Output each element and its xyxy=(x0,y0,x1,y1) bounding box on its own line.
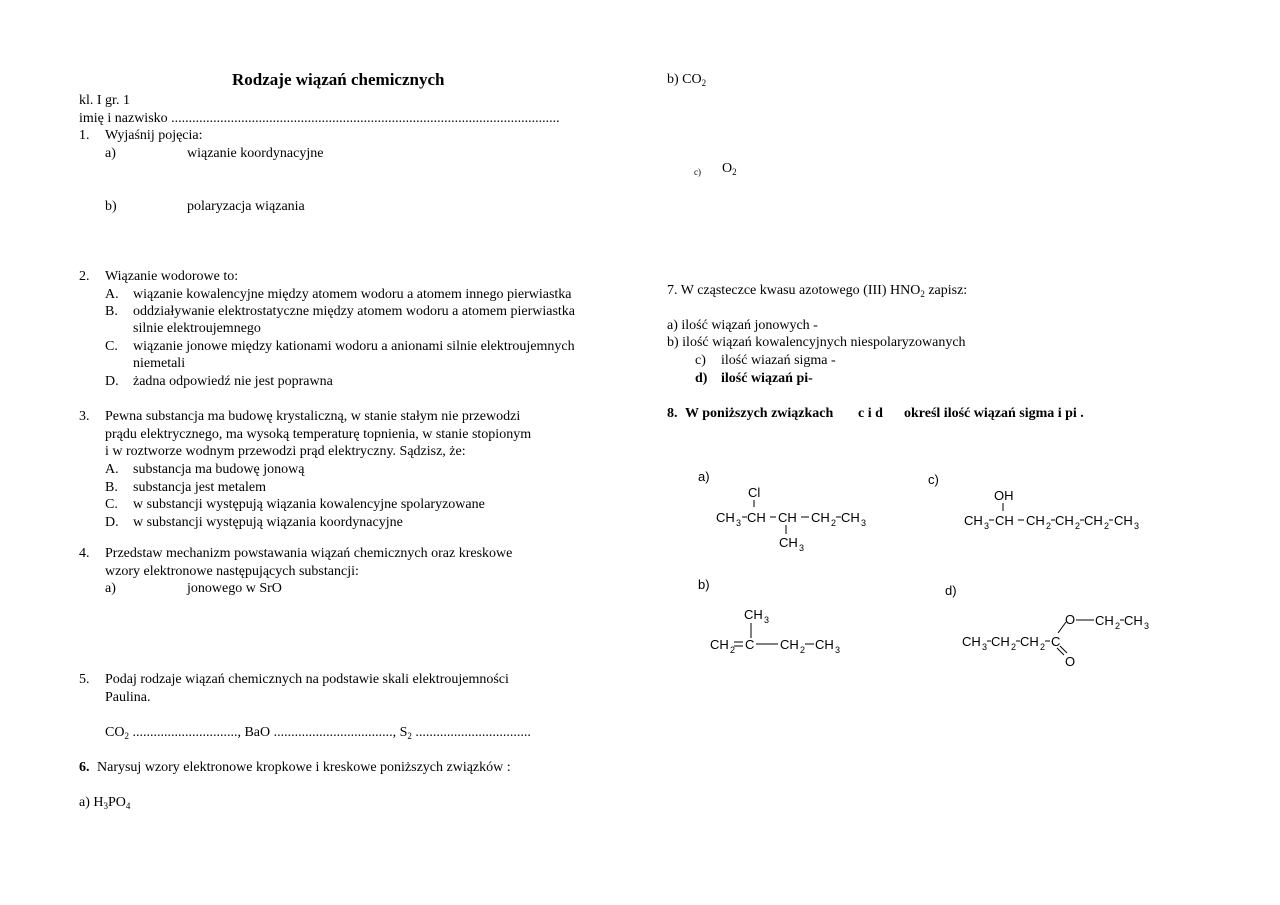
molecule-d-ch2: CH xyxy=(1020,634,1039,649)
molecule-d-sub: 3 xyxy=(982,642,988,652)
q2-option-c-label: C. xyxy=(105,339,118,354)
molecule-c-ch3: CH xyxy=(964,513,983,528)
q5-text-2: Paulina. xyxy=(105,690,151,705)
molecule-a-ch3-end: CH xyxy=(841,510,860,525)
q2-option-b-label: B. xyxy=(105,304,118,319)
molecule-c-structure xyxy=(920,468,1160,543)
molecule-d-ch3-end: CH xyxy=(1124,613,1143,628)
molecule-a-ch: CH xyxy=(778,510,797,525)
molecule-d-sub: 2 xyxy=(1011,642,1017,652)
q5-number: 5. xyxy=(79,672,90,687)
q2-option-b-text: oddziaływanie elektrostatyczne między atomem wodoru a atomem pierwiastka xyxy=(133,304,576,319)
q3-option-b-label: B. xyxy=(105,480,118,495)
molecule-a-label: a) xyxy=(698,469,710,484)
q4-text-2: wzory elektronowe następujących substancji: xyxy=(105,564,359,579)
molecule-a-sub: 3 xyxy=(861,518,867,528)
q5-text-1: Podaj rodzaje wiązań chemicznych na podstawie skali elektroujemności xyxy=(105,672,509,687)
molecule-d-ester-oxygen: O xyxy=(1065,612,1076,627)
q2-option-b-text-2: silnie elektroujemnego xyxy=(133,321,261,336)
q1-text: Wyjaśnij pojęcia: xyxy=(105,128,203,143)
q3-option-d-label: D. xyxy=(105,515,119,530)
molecule-d-ch2-ethyl: CH xyxy=(1095,613,1114,628)
q3-option-b-text: substancja jest metalem xyxy=(133,480,266,495)
molecule-a-ch: CH xyxy=(747,510,766,525)
molecule-c-ch2: CH xyxy=(1084,513,1103,528)
q7-a: a) ilość wiązań jonowych - xyxy=(667,318,818,333)
q2-text: Wiązanie wodorowe to: xyxy=(105,269,239,284)
class-line: kl. I gr. 1 xyxy=(79,93,130,108)
q1-b-label: b) xyxy=(105,199,117,214)
q7-d-label: d) xyxy=(695,371,708,386)
q6-text: Narysuj wzory elektronowe kropkowe i kreskowe poniższych związków : xyxy=(97,760,511,775)
q3-option-a-label: A. xyxy=(105,462,119,477)
molecule-a-ch3-branch: CH xyxy=(779,535,798,550)
q3-number: 3. xyxy=(79,409,90,424)
molecule-b-sub: 3 xyxy=(764,615,770,625)
molecule-d-sub: 3 xyxy=(1144,621,1150,631)
q1-b-text: polaryzacja wiązania xyxy=(187,199,305,214)
molecule-d-structure xyxy=(940,580,1170,670)
q6-c-label: c) xyxy=(694,167,701,177)
molecule-c-ch3-end: CH xyxy=(1114,513,1133,528)
q3-text-1: Pewna substancja ma budowę krystaliczną, w stanie stałym nie przewodzi xyxy=(105,409,521,424)
molecule-b-structure xyxy=(690,573,860,663)
q3-option-c-label: C. xyxy=(105,497,118,512)
q2-option-a-label: A. xyxy=(105,287,119,302)
molecule-a-sub: 2 xyxy=(831,518,837,528)
molecule-d-carbonyl-oxygen: O xyxy=(1065,654,1076,669)
molecule-c-sub: 2 xyxy=(1046,521,1052,531)
q3-option-d-text: w substancji występują wiązania koordynacyjne xyxy=(133,515,403,530)
q8-letters: c i d xyxy=(858,406,883,421)
q8-text-post: określ ilość wiązań sigma i pi . xyxy=(904,406,1084,421)
q7-c-text: ilość wiazań sigma - xyxy=(721,353,836,368)
molecule-d-sub: 2 xyxy=(1115,621,1121,631)
molecule-a-chlorine: Cl xyxy=(748,485,761,500)
molecule-b-ch2: CH xyxy=(710,637,729,652)
q2-option-a-text: wiązanie kowalencyjne między atomem wodoru a atomem innego pierwiastka xyxy=(133,287,572,302)
molecule-c-sub: 2 xyxy=(1104,521,1110,531)
molecule-c-sub: 2 xyxy=(1075,521,1081,531)
molecule-c-sub: 3 xyxy=(984,521,990,531)
q7-c-label: c) xyxy=(695,353,706,368)
q8-text-pre: W poniższych związkach xyxy=(685,406,834,421)
q8-number: 8. xyxy=(667,406,678,421)
molecule-c-hydroxyl: OH xyxy=(994,488,1014,503)
q2-option-c-text-2: niemetali xyxy=(133,356,186,371)
q3-text-3: i w roztworze wodnym przewodzi prąd elektryczny. Sądzisz, że: xyxy=(105,444,466,459)
molecule-d-sub: 2 xyxy=(1040,642,1046,652)
molecule-c-ch: CH xyxy=(995,513,1014,528)
name-line: imię i nazwisko ............................................................................................................... xyxy=(79,111,560,126)
molecule-b-ch2-chain: CH xyxy=(780,637,799,652)
molecule-c-label: c) xyxy=(928,472,939,487)
q3-option-c-text: w substancji występują wiązania kowalencyjne spolaryzowane xyxy=(133,497,485,512)
q3-text-2: prądu elektrycznego, ma wysoką temperaturę topnienia, w stanie stopionym xyxy=(105,427,532,442)
q7-d-text: ilość wiązań pi- xyxy=(721,371,813,386)
molecule-b-sub: 2 xyxy=(800,645,806,655)
q7-text: 7. W cząsteczce kwasu azotowego (III) $HNO_2$ zapisz: xyxy=(667,283,968,299)
molecule-a-sub: 3 xyxy=(799,543,805,553)
q2-option-c-text: wiązanie jonowe między kationami wodoru a anionami silnie elektroujemnych xyxy=(133,339,575,354)
molecule-b-sub: 2 xyxy=(730,645,736,655)
molecule-d-ch3: CH xyxy=(962,634,981,649)
q1-a-label: a) xyxy=(105,146,116,161)
molecule-d-ch2: CH xyxy=(991,634,1010,649)
q2-option-d-text: żadna odpowiedź nie jest poprawna xyxy=(133,374,333,389)
q4-number: 4. xyxy=(79,546,90,561)
molecule-d-carbon: C xyxy=(1051,634,1061,649)
q7-b: b) ilość wiązań kowalencyjnych niespolaryzowanych xyxy=(667,335,966,350)
q6-b: b) $CO_2$ xyxy=(667,72,707,88)
molecule-b-sub: 3 xyxy=(835,645,841,655)
molecule-b-ch3-branch: CH xyxy=(744,607,763,622)
molecule-a-sub: 3 xyxy=(736,518,742,528)
q2-number: 2. xyxy=(79,269,90,284)
molecule-b-carbon: C xyxy=(745,637,755,652)
molecule-c-ch2: CH xyxy=(1026,513,1045,528)
q5-answer-line: $CO_2$ .............................., BaO .................................., $S_2$ ................................. xyxy=(105,725,531,741)
molecule-c-ch2: CH xyxy=(1055,513,1074,528)
q4-text-1: Przedstaw mechanizm powstawania wiązań chemicznych oraz kreskowe xyxy=(105,546,513,561)
molecule-a-structure xyxy=(690,465,890,560)
q2-option-d-label: D. xyxy=(105,374,119,389)
q6-number: 6. xyxy=(79,760,90,775)
q4-a-text: jonowego w SrO xyxy=(187,581,282,596)
q1-a-text: wiązanie koordynacyjne xyxy=(187,146,324,161)
molecule-a-ch3: CH xyxy=(716,510,735,525)
q4-a-label: a) xyxy=(105,581,116,596)
molecule-c-sub: 3 xyxy=(1134,521,1140,531)
q6-c: $O_2$ xyxy=(722,161,737,177)
molecule-b-ch3-end: CH xyxy=(815,637,834,652)
q1-number: 1. xyxy=(79,128,90,143)
molecule-a-ch2: CH xyxy=(811,510,830,525)
page-title: Rodzaje wiązań chemicznych xyxy=(232,70,445,89)
molecule-b-label: b) xyxy=(698,577,710,592)
molecule-d-label: d) xyxy=(945,583,957,598)
q6-a: a) $H_3PO_4$ xyxy=(79,795,131,811)
q3-option-a-text: substancja ma budowę jonową xyxy=(133,462,305,477)
